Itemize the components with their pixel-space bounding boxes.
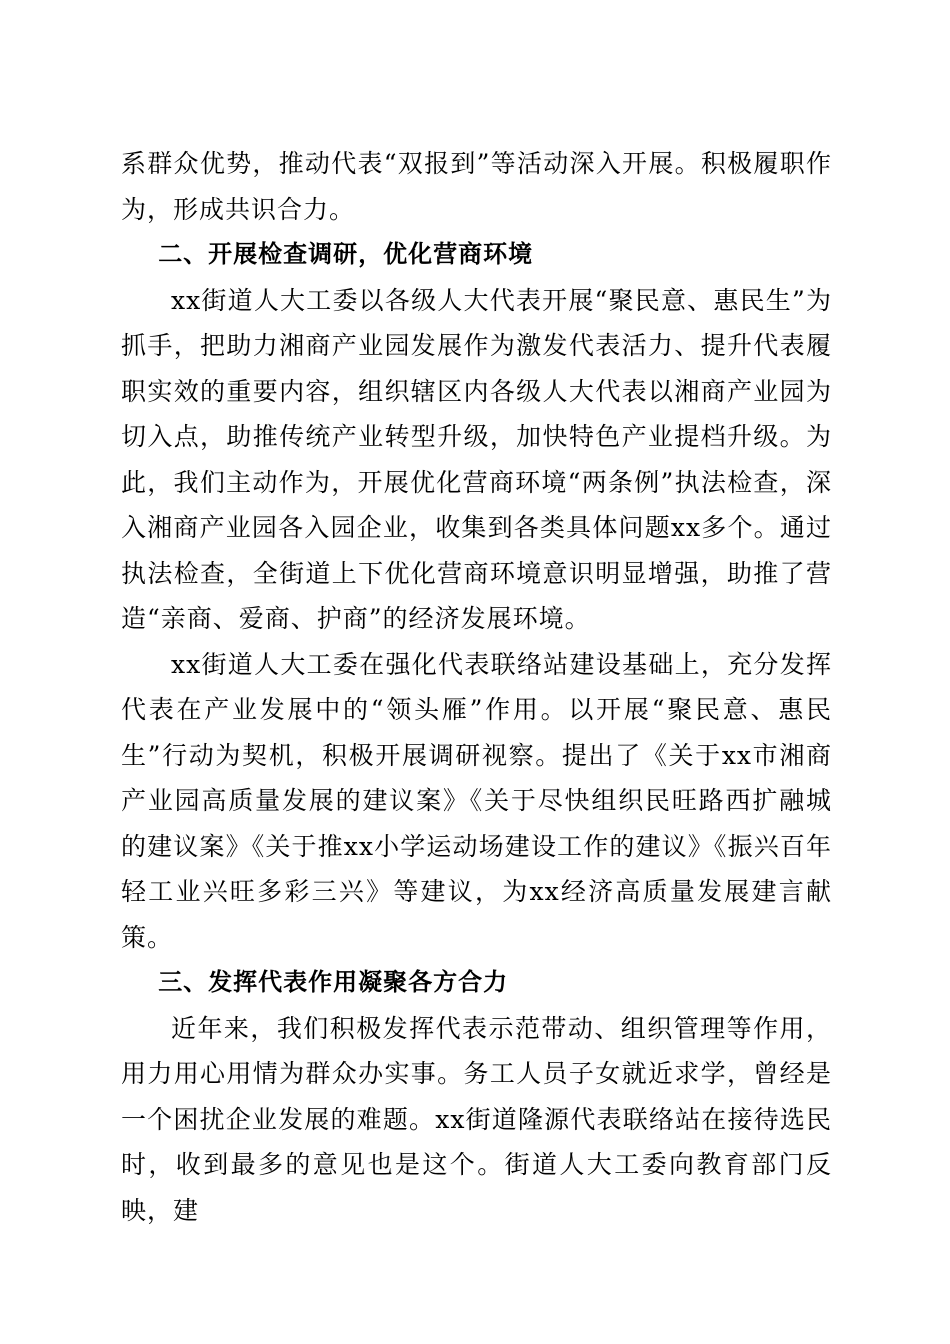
paragraph-inspection: xx街道人大工委以各级人大代表开展“聚民意、惠民生”为抓手，把助力湘商产业园发展作为激发代表活力、提升代表履职实效的重要内容，组织辖区内各级人大代表以湘商产业园为切入点，助推传统产业转型升级，加快特色产业提档升级。为此，我们主动作为，开展优化营商环境“两条例”执法检查，深入湘商产业园各入园企业，收集到各类具体问题xx多个。通过执法检查，全街道上下优化营商环境意识明显增强，助推了营造“亲商、爱商、护商”的经济发展环境。 [121,285,832,633]
paragraph-proposals: xx街道人大工委在强化代表联络站建设基础上，充分发挥代表在产业发展中的“领头雁”作用。以开展“聚民意、惠民生”行动为契机，积极开展调研视察。提出了《关于xx市湘商产业园高质量发展的建议案》《关于尽快组织民旺路西扩融城的建议案》《关于推xx小学运动场建设工作的建议》《振兴百年轻工业兴旺多彩三兴》等建议，为xx经济高质量发展建言献策。 [121,649,832,952]
document-body [121,141,832,1233]
section-heading-2: 二、开展检查调研，优化营商环境 [158,240,534,268]
section-heading-3: 三、发挥代表作用凝聚各方合力 [158,968,509,996]
paragraph-continuation: 系群众优势，推动代表“双报到”等活动深入开展。积极履职作为，形成共识合力。 [121,149,832,224]
paragraph-representatives: 近年来，我们积极发挥代表示范带动、组织管理等作用，用力用心用情为群众办实事。务工人员子女就近求学，曾经是一个困扰企业发展的难题。xx街道隆源代表联络站在接待选民时，收到最多的意见也是这个。街道人大工委向教育部门反映，建 [121,1013,832,1225]
